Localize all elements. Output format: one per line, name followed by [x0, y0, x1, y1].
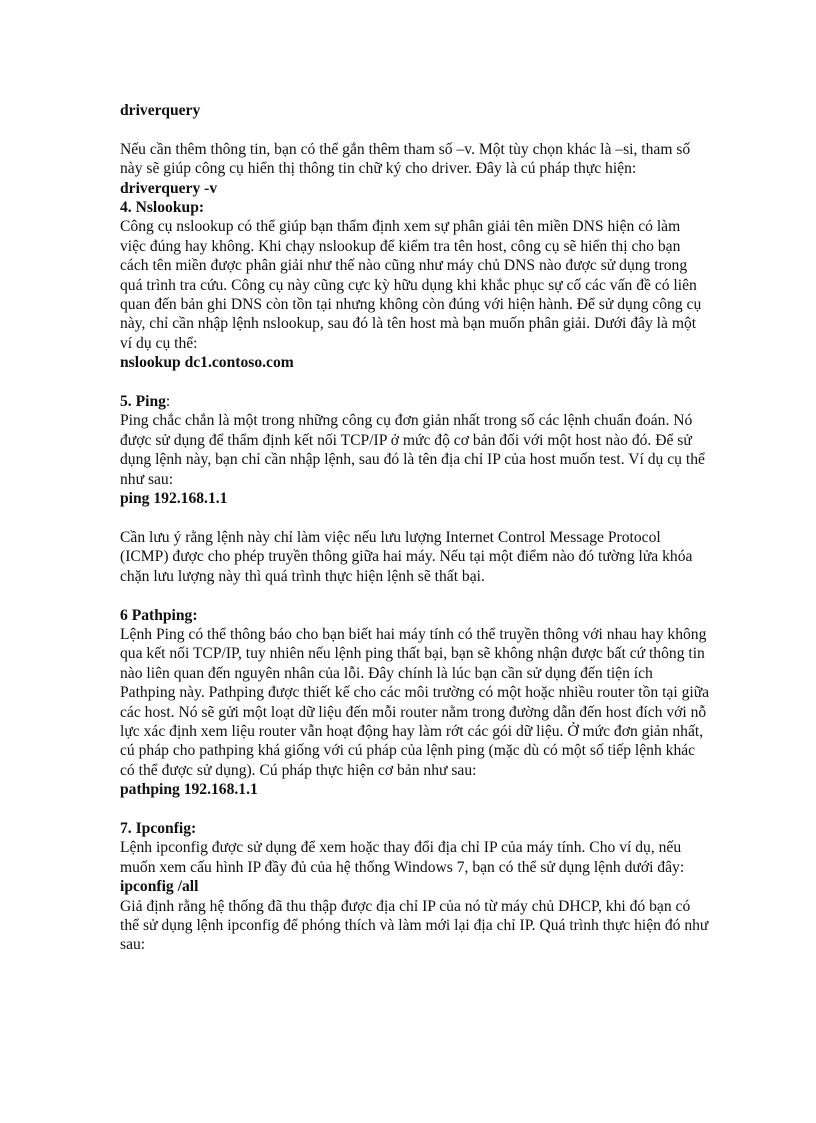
heading-nslookup: 4. Nslookup:	[120, 199, 205, 217]
heading-pathping: 6 Pathping:	[120, 606, 198, 624]
heading-ping-line	[120, 392, 710, 411]
paragraph-ping-icmp-note: Cần lưu ý rằng lệnh này chỉ làm việc nếu lưu lượng Internet Control Message Protocol (ICMP) được cho phép truyền thông giữa hai máy. Nếu tại một điểm nào đó tường lửa khóa chặn lưu lượng này thì quá trình thực hiện lệnh sẽ thất bại.	[120, 528, 693, 585]
paragraph-ping: Ping chắc chắn là một trong những công cụ đơn giản nhất trong số các lệnh chuẩn đoán. Nó được sử dụng để thẩm định kết nối TCP/IP ở mức độ cơ bản đối với một host nào đó. Để sử dụng lệnh này, bạn chỉ cần nhập lệnh, sau đó là tên địa chỉ IP của host muốn test. Ví dụ cụ thể như sau:	[120, 412, 705, 488]
command-driverquery: driverquery	[120, 102, 201, 119]
paragraph-ipconfig-dhcp: Giả định rằng hệ thống đã thu thập được địa chỉ IP của nó từ máy chủ DHCP, khi đó bạn có thể sử dụng lệnh ipconfig để phóng thích và làm mới lại địa chỉ IP. Quá trình thực hiện đó như sau:	[120, 897, 709, 954]
document-page	[120, 101, 710, 955]
blank-line	[120, 509, 710, 528]
paragraph-ipconfig: Lệnh ipconfig được sử dụng để xem hoặc thay đổi địa chỉ IP của máy tính. Cho ví dụ, nếu muốn xem cấu hình IP đầy đủ của hệ thống Windows 7, bạn có thể sử dụng lệnh dưới đây:	[120, 839, 685, 876]
heading-ping: 5. Ping	[120, 393, 166, 411]
command-nslookup: nslookup dc1.contoso.com	[120, 354, 294, 372]
paragraph-driverquery-options: Nếu cần thêm thông tin, bạn có thể gắn thêm tham số –v. Một tùy chọn khác là –si, tham số này sẽ giúp công cụ hiển thị thông tin chữ ký cho driver. Đây là cú pháp thực hiện:	[120, 140, 691, 178]
command-driverquery-v: driverquery -v	[120, 179, 218, 197]
command-pathping: pathping 192.168.1.1	[120, 781, 258, 799]
heading-ping-colon: :	[165, 393, 171, 411]
blank-line	[120, 373, 710, 392]
paragraph-pathping: Lệnh Ping có thể thông báo cho bạn biết hai máy tính có thể truyền thông với nhau hay không qua kết nối TCP/IP, tuy nhiên nếu lệnh ping thất bại, bạn sẽ không nhận được bất cứ thông tin nào liên quan đến nguyên nhân của lỗi. Đây chính là lúc bạn cần sử dụng đến tiện ích Pathping này. Pathping được thiết kế cho các môi trường có một hoặc nhiều router tồn tại giữa các host. Nó sẽ gửi một loạt dữ liệu đến mỗi router nằm trong đường dẫn đến host đích với nỗ lực xác định xem liệu router vẫn hoạt động hay làm rớt các gói dữ liệu. Ở mức đơn giản nhất, cú pháp cho pathping khá giống với cú pháp của lệnh ping (mặc dù có một số tiếp lệnh khác có thể được sử dụng). Cú pháp thực hiện cơ bản như sau:	[120, 625, 710, 779]
blank-line	[120, 586, 710, 605]
blank-line	[120, 120, 710, 139]
command-ping: ping 192.168.1.1	[120, 490, 228, 508]
blank-line	[120, 800, 710, 819]
paragraph-nslookup: Công cụ nslookup có thể giúp bạn thẩm định xem sự phân giải tên miền DNS hiện có làm việc đúng hay không. Khi chạy nslookup để kiểm tra tên host, công cụ sẽ hiển thị cho bạn cách tên miền được phân giải như thế nào cũng như máy chủ DNS nào được sử dụng trong quá trình tra cứu. Công cụ này cũng cực kỳ hữu dụng khi khắc phục sự cố các vấn đề có liên quan đến bản ghi DNS còn tồn tại nhưng không còn đúng với hiện hành. Để sử dụng công cụ này, chỉ cần nhập lệnh nslookup, sau đó là tên host mà bạn muốn phân giải. Dưới đây là một ví dụ cụ thể:	[120, 218, 702, 352]
command-ipconfig-all: ipconfig /all	[120, 878, 199, 896]
heading-ipconfig: 7. Ipconfig:	[120, 819, 197, 837]
